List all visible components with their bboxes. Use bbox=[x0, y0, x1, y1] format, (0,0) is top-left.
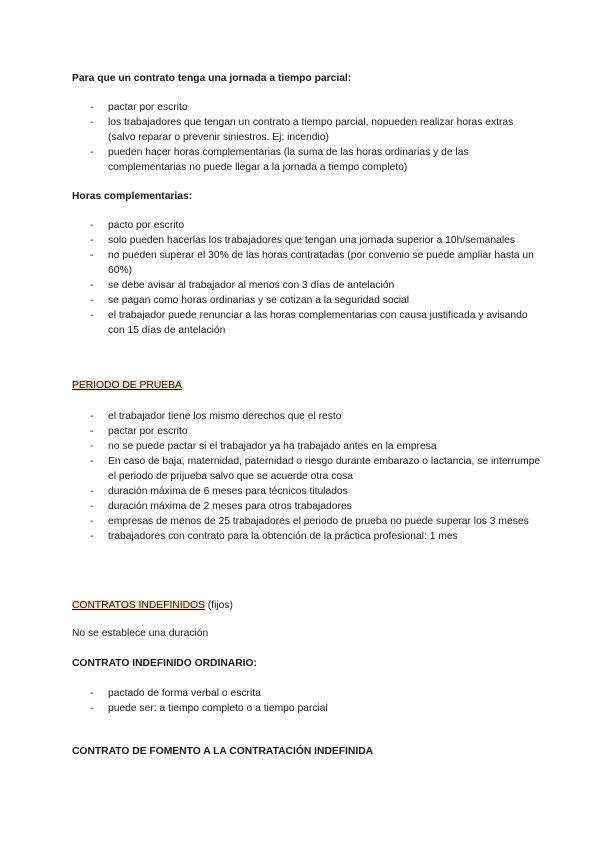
list-item: - los trabajadores que tengan un contrato a tiempo parcial, nopueden realizar horas extras (salvo reparar o prevenir siniestros. Ej: incendio) bbox=[72, 115, 542, 145]
section-periodo-prueba bbox=[72, 379, 542, 544]
list-horas-complementarias bbox=[72, 218, 542, 338]
section-indefinido-ordinario bbox=[72, 657, 542, 716]
paragraph-duracion: No se establece una duración bbox=[72, 628, 209, 639]
list-item: - no pueden superar el 30% de las horas contratadas (por convenio se puede ampliar hasta un 60%) bbox=[72, 248, 542, 278]
list-item: - pactar por escrito bbox=[72, 100, 542, 115]
list-item: - pactado de forma verbal o escrita bbox=[72, 686, 542, 701]
list-item: - se pagan como horas ordinarias y se cotizan a la seguridad social bbox=[72, 293, 542, 308]
list-item: - pueden hacer horas complementarias (la suma de las horas ordinarias y de las complementarias no puede llegar a la jornada a tiempo completo) bbox=[72, 145, 542, 175]
section-horas-complementarias bbox=[72, 190, 542, 338]
list-periodo-prueba bbox=[72, 409, 542, 544]
list-item: - solo pueden hacerlas los trabajadores que tengan una jornada superior a 10h/semanales bbox=[72, 233, 542, 248]
list-item: - pactar por escrito bbox=[72, 424, 542, 439]
list-indefinido-ordinario bbox=[72, 686, 542, 716]
list-item: - trabajadores con contrato para la obtención de la práctica profesional: 1 mes bbox=[72, 529, 542, 544]
list-jornada-parcial bbox=[72, 100, 542, 175]
heading-fomento: CONTRATO DE FOMENTO A LA CONTRATACIÓN INDEFINIDA bbox=[72, 746, 374, 757]
list-item: - duración máxima de 2 meses para otros trabajadores bbox=[72, 499, 542, 514]
list-item: - se debe avisar al trabajador al menos con 3 días de antelación bbox=[72, 278, 542, 293]
list-item: - no se puede pactar si el trabajador ya ha trabajado antes en la empresa bbox=[72, 439, 542, 454]
heading-suffix: (fijos) bbox=[204, 600, 233, 611]
heading-contratos-indefinidos: CONTRATOS INDEFINIDOS bbox=[72, 600, 205, 611]
section-fomento bbox=[72, 745, 542, 759]
list-item: - En caso de baja, maternidad, paternidad o riesgo durante embarazo o lactancia, se interrumpe el periodo de prijueba salvo que se acuerde otra cosa bbox=[72, 454, 542, 484]
heading-periodo-prueba: PERIODO DE PRUEBA bbox=[72, 380, 182, 391]
heading-horas-complementarias: Horas complementarias: bbox=[72, 191, 193, 202]
list-item: - pacto por escrito bbox=[72, 218, 542, 233]
list-item: - puede ser: a tiempo completo o a tiempo parcial bbox=[72, 701, 542, 716]
section-jornada-parcial bbox=[72, 72, 542, 175]
section-contratos-indefinidos bbox=[72, 599, 542, 641]
list-item: - el trabajador tiene los mismo derechos que el resto bbox=[72, 409, 542, 424]
list-item: - duración máxima de 6 meses para técnicos titulados bbox=[72, 484, 542, 499]
heading-jornada-parcial: Para que un contrato tenga una jornada a tiempo parcial: bbox=[72, 73, 352, 84]
list-item: - empresas de menos de 25 trabajadores el periodo de prueba no puede superar los 3 meses bbox=[72, 514, 542, 529]
heading-indefinido-ordinario: CONTRATO INDEFINIDO ORDINARIO: bbox=[72, 658, 257, 669]
list-item: - el trabajador puede renunciar a las horas complementarias con causa justificada y avisando con 15 días de antelación bbox=[72, 308, 542, 338]
